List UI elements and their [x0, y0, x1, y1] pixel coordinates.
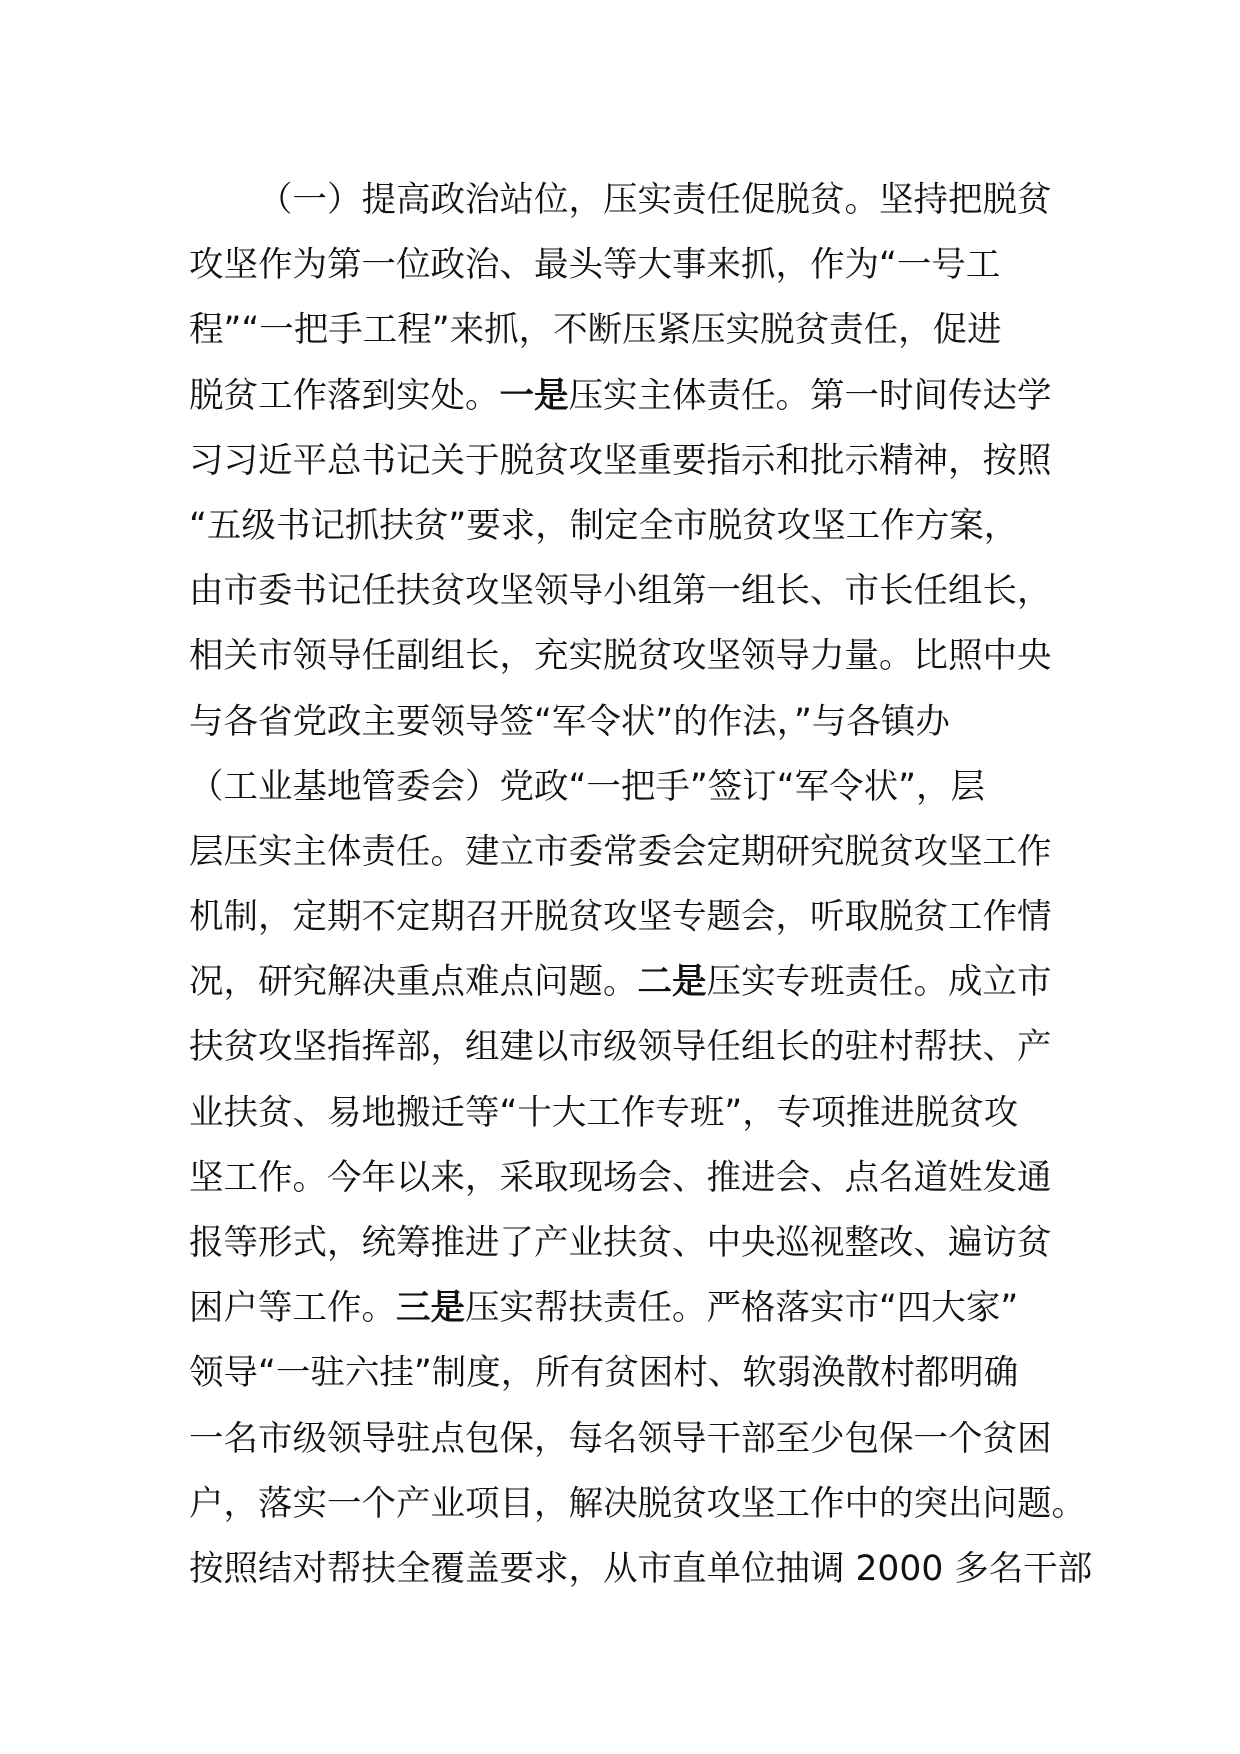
text-line	[189, 1146, 1069, 1211]
text-line	[189, 559, 1069, 624]
text-line	[189, 885, 1069, 950]
text-line	[189, 1407, 1069, 1472]
text-line	[189, 1341, 1069, 1406]
text-segment: 压实帮扶责任。严格落实市“四大家”	[465, 1288, 1019, 1329]
text-line	[189, 1211, 1069, 1276]
bold-keyword: 三是	[396, 1288, 465, 1329]
text-segment: 攻坚作为第一位政治、最头等大事来抓，作为“一号工	[189, 245, 1001, 286]
body-paragraph	[189, 168, 1093, 1602]
text-line	[189, 364, 1069, 429]
text-segment: 与各省党政主要领导签“军令状”的作法，”与各镇办	[189, 701, 950, 742]
text-segment: 一名市级领导驻点包保，每名领导干部至少包保一个贫困	[189, 1418, 1052, 1459]
text-segment: 程”“一把手工程”来抓，不断压紧压实脱贫责任，促进	[189, 310, 1002, 351]
text-segment: 习习近平总书记关于脱贫攻坚重要指示和批示精神，按照	[189, 440, 1052, 481]
text-segment: 压实主体责任。第一时间传达学	[568, 375, 1052, 416]
text-line	[189, 755, 1069, 820]
text-line	[189, 690, 1069, 755]
text-segment: （一）提高政治站位，压实责任促脱贫。坚持把脱贫	[258, 180, 1052, 220]
text-segment: “五级书记抓扶贫”要求，制定全市脱贫攻坚工作方案，	[189, 505, 1019, 546]
text-line	[189, 950, 1069, 1015]
text-segment: 机制，定期不定期召开脱贫攻坚专题会，听取脱贫工作情	[189, 897, 1052, 938]
text-line	[189, 1015, 1069, 1080]
text-line	[189, 233, 1069, 298]
text-line	[189, 494, 1069, 559]
text-line	[189, 1276, 1069, 1341]
text-segment: 业扶贫、易地搬迁等“十大工作专班”，专项推进脱贫攻	[189, 1092, 1019, 1133]
text-line	[189, 1081, 1069, 1146]
text-segment: 由市委书记任扶贫攻坚领导小组第一组长、市长任组长，	[189, 571, 1052, 612]
text-segment: 户，落实一个产业项目，解决脱贫攻坚工作中的突出问题。	[189, 1483, 1086, 1524]
text-line	[189, 820, 1069, 885]
text-segment: 脱贫工作落到实处。	[189, 375, 500, 416]
text-segment: 领导“一驻六挂”制度，所有贫困村、软弱涣散村都明确	[189, 1353, 1019, 1394]
text-segment: 困户等工作。	[189, 1288, 396, 1329]
text-line	[189, 168, 1069, 233]
text-segment: 况，研究解决重点难点问题。	[189, 962, 638, 1003]
text-segment: 相关市领导任副组长，充实脱贫攻坚领导力量。比照中央	[189, 636, 1052, 677]
text-line	[189, 1472, 1086, 1537]
text-segment: 扶贫攻坚指挥部，组建以市级领导任组长的驻村帮扶、产	[189, 1027, 1052, 1068]
text-line	[189, 624, 1069, 689]
text-segment: 压实专班责任。成立市	[706, 962, 1052, 1003]
bold-keyword: 一是	[499, 375, 569, 416]
bold-keyword: 二是	[637, 962, 707, 1003]
text-line	[189, 429, 1069, 494]
text-segment: 坚工作。今年以来，采取现场会、推进会、点名道姓发通	[189, 1157, 1052, 1198]
text-line	[189, 1537, 1093, 1602]
text-segment: 按照结对帮扶全覆盖要求，从市直单位抽调 2000 多名干部	[189, 1548, 1093, 1589]
text-segment: （工业基地管委会）党政“一把手”签订“军令状”，层	[189, 766, 985, 807]
text-segment: 报等形式，统筹推进了产业扶贫、中央巡视整改、遍访贫	[189, 1223, 1052, 1263]
text-segment: 层压实主体责任。建立市委常委会定期研究脱贫攻坚工作	[189, 831, 1052, 872]
text-line	[189, 298, 1069, 363]
